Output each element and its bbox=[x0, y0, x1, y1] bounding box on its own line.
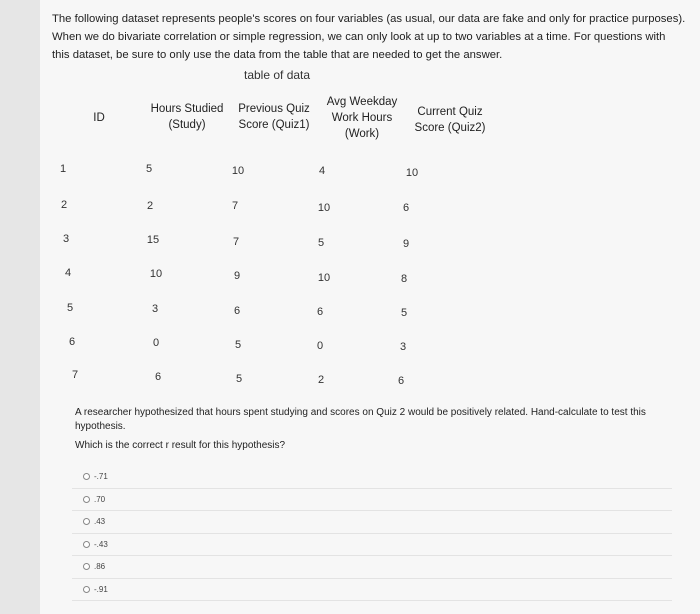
header-quiz1: Previous Quiz Score (Quiz1) bbox=[238, 103, 310, 131]
cell-quiz2: 6 bbox=[397, 375, 405, 387]
radio-button[interactable] bbox=[83, 563, 90, 570]
option-neg-91[interactable] bbox=[72, 579, 672, 602]
cell-study: 0 bbox=[152, 337, 160, 349]
radio-button[interactable] bbox=[83, 518, 90, 525]
cell-quiz1: 9 bbox=[233, 270, 241, 282]
cell-work: 0 bbox=[316, 340, 324, 352]
cell-quiz1: 5 bbox=[234, 339, 242, 351]
cell-study: 6 bbox=[154, 371, 162, 383]
cell-study: 10 bbox=[149, 268, 163, 280]
cell-quiz2: 6 bbox=[402, 202, 410, 214]
cell-id: 1 bbox=[59, 163, 67, 175]
option-label: -.71 bbox=[94, 472, 108, 482]
cell-id: 5 bbox=[66, 302, 74, 314]
cell-quiz1: 10 bbox=[231, 165, 245, 177]
answer-options bbox=[72, 466, 672, 601]
option-43[interactable] bbox=[72, 511, 672, 534]
radio-button[interactable] bbox=[83, 473, 90, 480]
option-label: -.91 bbox=[94, 584, 108, 594]
cell-quiz1: 7 bbox=[231, 200, 239, 212]
cell-quiz1: 6 bbox=[233, 305, 241, 317]
option-label: .70 bbox=[94, 494, 106, 504]
header-quiz2: Current Quiz Score (Quiz2) bbox=[414, 106, 486, 134]
cell-id: 2 bbox=[60, 199, 68, 211]
cell-study: 3 bbox=[151, 303, 159, 315]
cell-quiz2: 10 bbox=[405, 167, 419, 179]
cell-work: 10 bbox=[317, 202, 331, 214]
cell-study: 5 bbox=[145, 163, 153, 175]
header-work: Avg Weekday Work Hours (Work) bbox=[326, 96, 398, 140]
radio-button[interactable] bbox=[83, 586, 90, 593]
cell-work: 6 bbox=[316, 306, 324, 318]
option-70[interactable] bbox=[72, 489, 672, 512]
cell-work: 5 bbox=[317, 237, 325, 249]
cell-quiz2: 3 bbox=[399, 341, 407, 353]
intro-paragraph: The following dataset represents people's scores on four variables (as usual, our data are fake and only for practice purposes). When we do bivariate correlation or simple regression, we can only look at up to two variables at a time. For questions with this dataset, be sure to only use the data from the table that are needed to get the answer. bbox=[52, 13, 686, 61]
question-prompt: Which is the correct r result for this hypothesis? bbox=[75, 440, 286, 451]
radio-button[interactable] bbox=[83, 496, 90, 503]
cell-work: 2 bbox=[317, 374, 325, 386]
cell-study: 15 bbox=[146, 234, 160, 246]
cell-id: 3 bbox=[62, 233, 70, 245]
header-id: ID bbox=[93, 112, 105, 124]
radio-button[interactable] bbox=[83, 541, 90, 548]
option-label: .43 bbox=[94, 517, 106, 527]
option-neg-71[interactable] bbox=[72, 466, 672, 489]
cell-work: 4 bbox=[318, 165, 326, 177]
cell-work: 10 bbox=[317, 272, 331, 284]
table-caption: table of data bbox=[244, 68, 311, 82]
cell-quiz1: 7 bbox=[232, 236, 240, 248]
cell-id: 4 bbox=[64, 267, 72, 279]
cell-quiz2: 9 bbox=[402, 238, 410, 250]
option-neg-43[interactable] bbox=[72, 534, 672, 557]
cell-quiz2: 5 bbox=[400, 307, 408, 319]
cell-id: 7 bbox=[71, 369, 79, 381]
hypothesis-text: A researcher hypothesized that hours spent studying and scores on Quiz 2 would be positively related. Hand-calculate to test this hypothesis. bbox=[75, 407, 646, 432]
header-study: Hours Studied (Study) bbox=[150, 103, 224, 131]
cell-id: 6 bbox=[68, 336, 76, 348]
cell-study: 2 bbox=[146, 200, 154, 212]
option-label: .86 bbox=[94, 562, 106, 572]
option-label: -.43 bbox=[94, 539, 108, 549]
option-86[interactable] bbox=[72, 556, 672, 579]
cell-quiz1: 5 bbox=[235, 373, 243, 385]
cell-quiz2: 8 bbox=[400, 273, 408, 285]
